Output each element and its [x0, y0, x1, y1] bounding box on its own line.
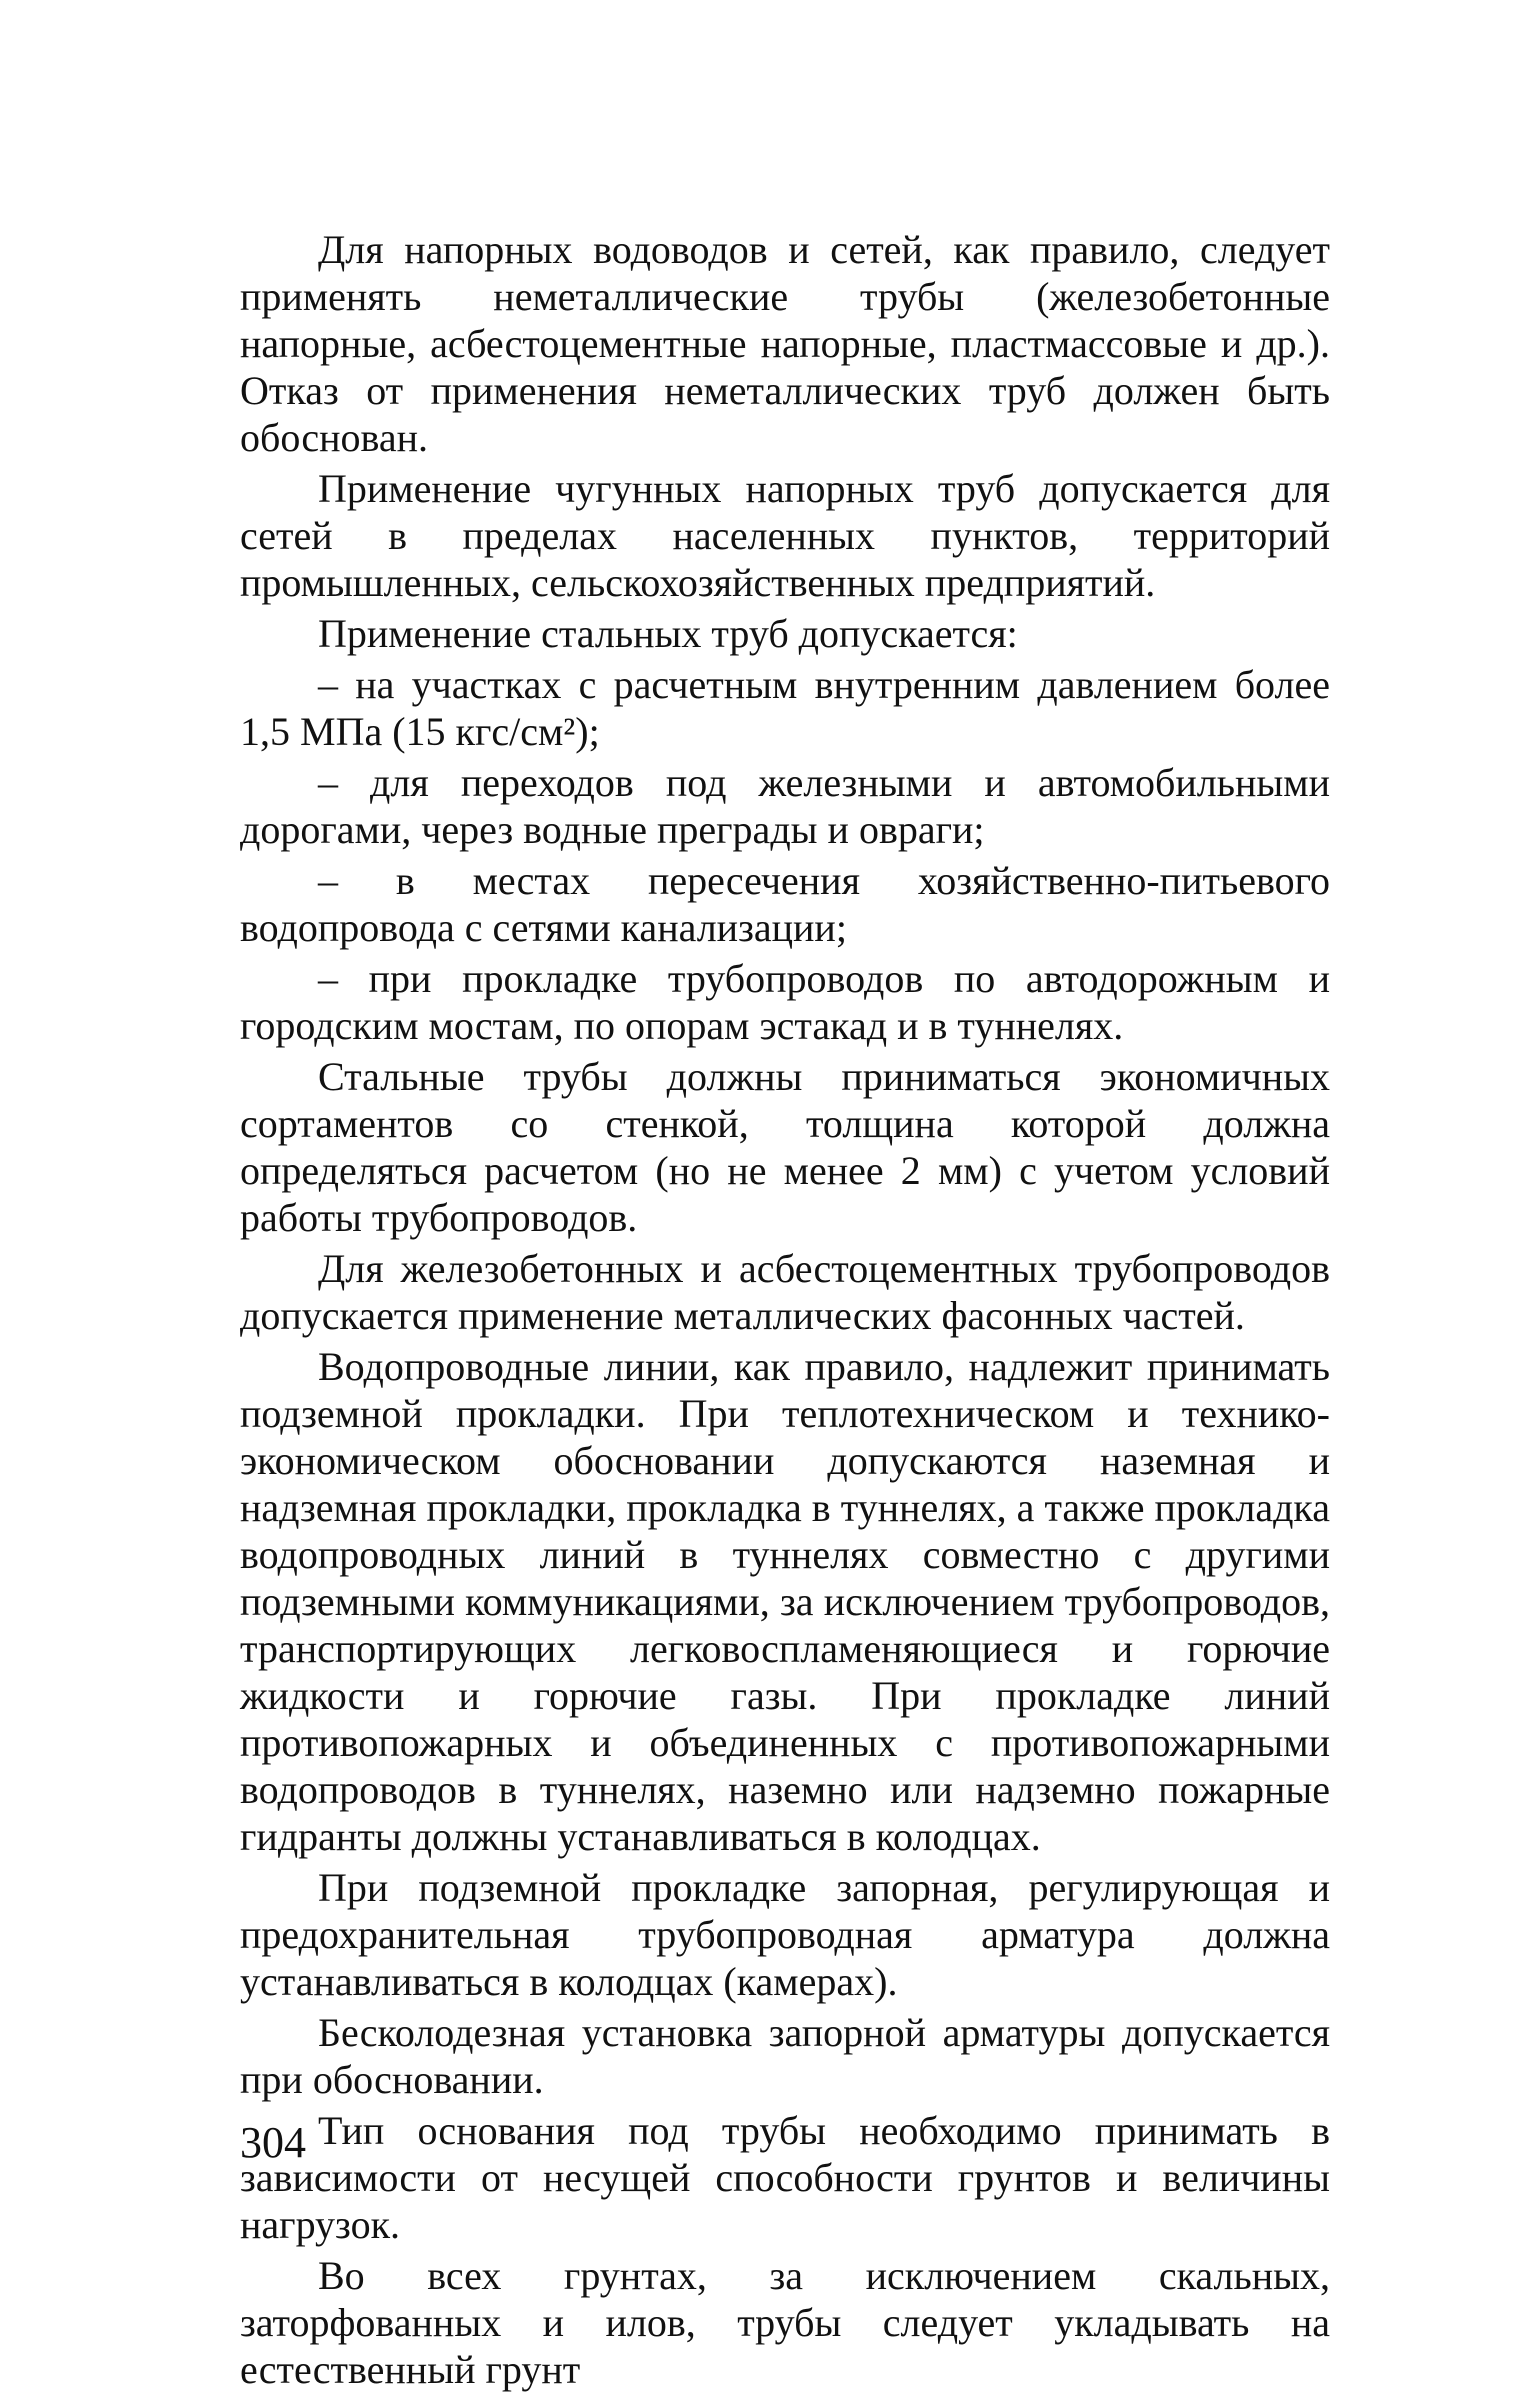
paragraph-nonmetallic-pipes: Для напорных водоводов и сетей, как правило, следует применять неметаллические трубы (железобетонные напорные, асбестоцементные напорные, пластмассовые и др.). Отказ от применения неметаллических труб должен быть обоснован.: [240, 227, 1330, 460]
paragraph-cast-iron-pipes: Применение чугунных напорных труб допускается для сетей в пределах населенных пунктов, территорий промышленных, сельскохозяйственных предприятий.: [240, 466, 1330, 605]
list-item-sewer-intersections: – в местах пересечения хозяйственно-питьевого водопровода с сетями канализации;: [240, 858, 1330, 950]
paragraph-steel-pipe-wall: Стальные трубы должны приниматься экономичных сортаментов со стенкой, толщина которой должна определяться расчетом (но не менее 2 мм) с учетом условий работы трубопроводов.: [240, 1054, 1330, 1240]
page-body: [240, 226, 1330, 2397]
paragraph-wellless-valves: Бесколодезная установка запорной арматуры допускается при обосновании.: [240, 2010, 1330, 2102]
page-number: 304: [240, 2118, 306, 2167]
list-item-high-pressure: – на участках с расчетным внутренним давлением более 1,5 МПа (15 кгс/см²);: [240, 662, 1330, 754]
paragraph-steel-pipes-intro: Применение стальных труб допускается:: [318, 611, 1018, 656]
paragraph-valves-in-wells: При подземной прокладке запорная, регулирующая и предохранительная трубопроводная арматура должна устанавливаться в колодцах (камерах).: [240, 1865, 1330, 2004]
paragraph-pipe-foundation: Тип основания под трубы необходимо принимать в зависимости от несущей способности грунтов и величины нагрузок.: [240, 2108, 1330, 2247]
list-item-bridges-tunnels: – при прокладке трубопроводов по автодорожным и городским мостам, по опорам эстакад и в туннелях.: [240, 956, 1330, 1048]
paragraph-laying-methods: Водопроводные линии, как правило, надлежит принимать подземной прокладки. При теплотехническом и технико-экономическом обосновании допускаются наземная и надземная прокладки, прокладка в туннелях, а также прокладка водопроводных линий в туннелях совместно с другими подземными коммуникациями, за исключением трубопроводов, транспортирующих легковоспламеняющиеся и горючие жидкости и горючие газы. При прокладке линий противопожарных и объединенных с противопожарными водопроводов в туннелях, наземно или надземно пожарные гидранты должны устанавливаться в колодцах.: [240, 1344, 1330, 1859]
paragraph-fittings: Для железобетонных и асбестоцементных трубопроводов допускается применение металлических фасонных частей.: [240, 1246, 1330, 1338]
list-item-crossings: – для переходов под железными и автомобильными дорогами, через водные преграды и овраги;: [240, 760, 1330, 852]
paragraph-natural-ground: Во всех грунтах, за исключением скальных, заторфованных и илов, трубы следует укладывать на естественный грунт: [240, 2253, 1330, 2392]
